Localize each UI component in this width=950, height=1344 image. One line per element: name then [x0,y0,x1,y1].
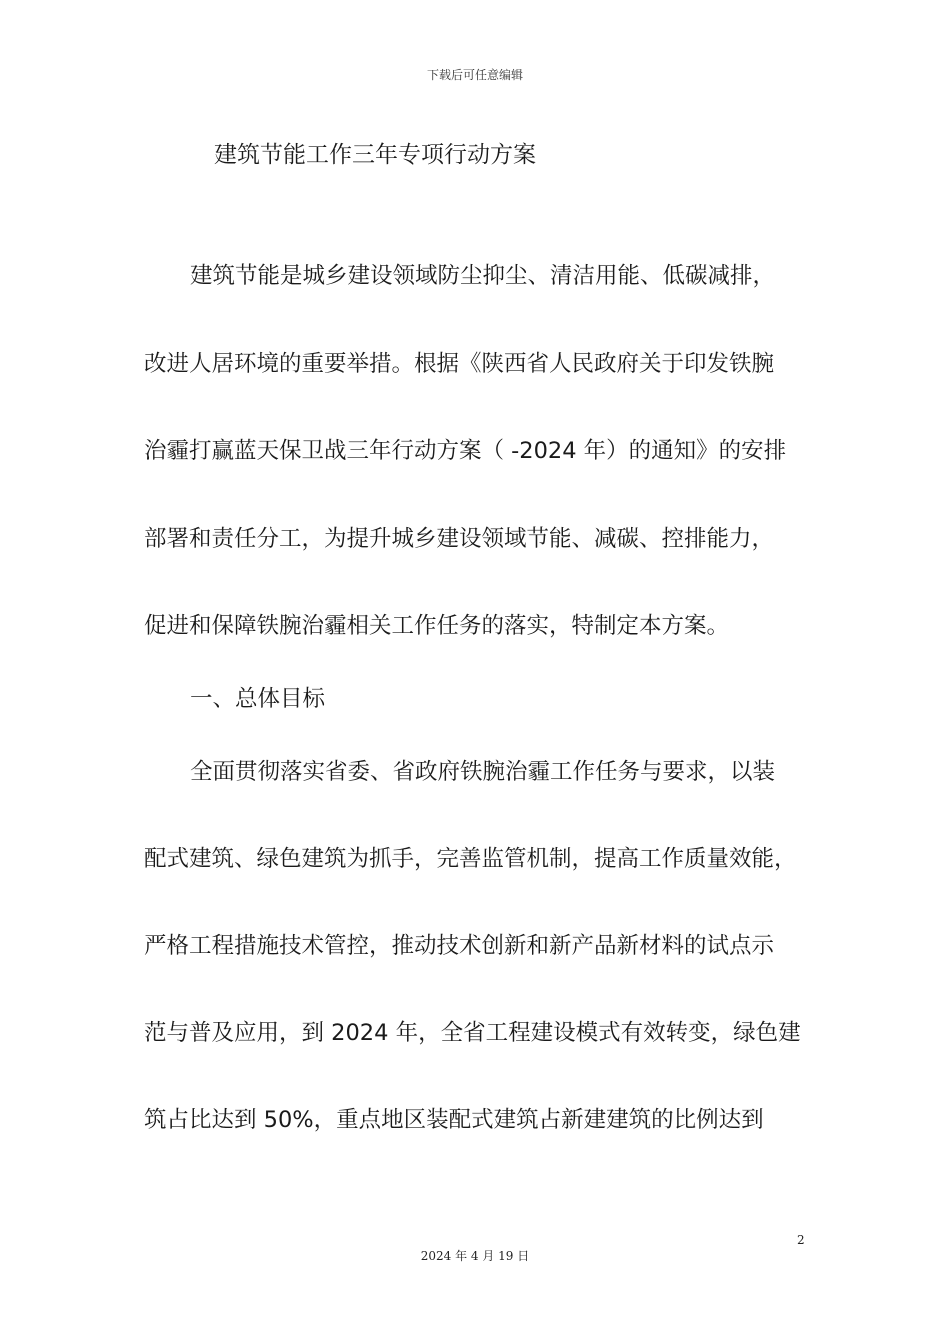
paragraph-line: 改进人居环境的重要举措。根据《陕西省人民政府关于印发铁腕 [144,351,775,377]
header-note: 下载后可任意编辑 [426,68,523,82]
paragraph-line: 范与普及应用，到 2024 年，全省工程建设模式有效转变，绿色建 [144,1020,801,1046]
paragraph-line: 部署和责任分工，为提升城乡建设领域节能、减碳、控排能力， [144,526,775,552]
paragraph-line: 建筑节能是城乡建设领域防尘抑尘、清洁用能、低碳减排， [190,263,776,289]
paragraph-line: 治霾打赢蓝天保卫战三年行动方案（ -2024 年）的通知》的安排 [144,438,787,464]
page-number: 2 [797,1233,805,1247]
section-heading: 一、总体目标 [190,686,326,712]
paragraph-line: 促进和保障铁腕治霾相关工作任务的落实，特制定本方案。 [144,613,730,639]
paragraph-line: 筑占比达到 50%，重点地区装配式建筑占新建建筑的比例达到 [144,1107,764,1133]
footer-date: 2024 年 4 月 19 日 [420,1249,530,1263]
paragraph-line: 全面贯彻落实省委、省政府铁腕治霾工作任务与要求，以装 [190,759,776,785]
paragraph-line: 严格工程措施技术管控，推动技术创新和新产品新材料的试点示 [144,933,775,959]
paragraph-line: 配式建筑、绿色建筑为抓手，完善监管机制，提高工作质量效能， [144,846,797,872]
document-title: 建筑节能工作三年专项行动方案 [214,142,536,168]
